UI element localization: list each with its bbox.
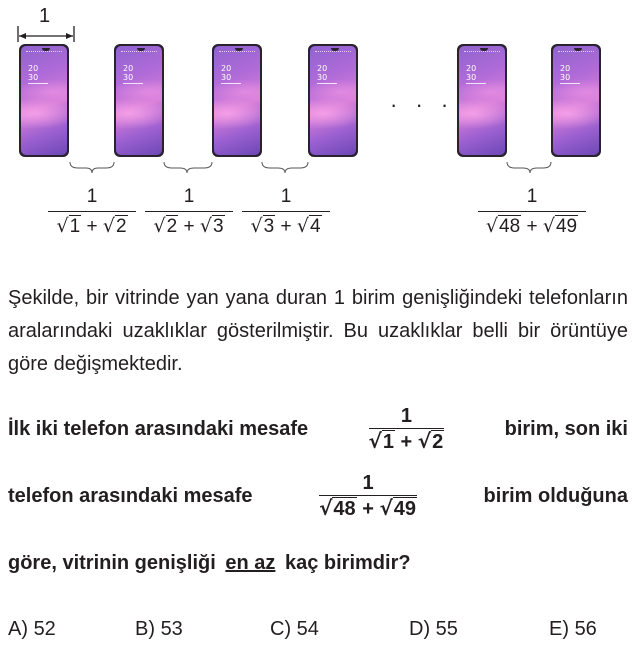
question-line-1: İlk iki telefon arasındaki mesafe $\frac{1}{√1 + √2}$ birim, son iki <box>8 404 628 454</box>
phone-3: 20 30 <box>212 44 262 157</box>
gap-fraction-3: 1 √3 + √4 <box>242 186 330 238</box>
gap-braces <box>0 160 637 180</box>
ellipsis: · · · <box>390 92 455 117</box>
first-gap-fraction: $\frac{1}{√1 + √2}$ <box>368 404 444 454</box>
gap-fraction-1: 1 √1 + √2 <box>48 186 136 238</box>
choice-a[interactable]: A) 52 <box>8 618 56 640</box>
answer-choices <box>8 618 608 646</box>
emphasis-en-az: en az <box>225 552 276 574</box>
choice-b[interactable]: B) 53 <box>135 618 183 640</box>
choice-d[interactable]: D) 55 <box>409 618 458 640</box>
choice-e[interactable]: E) 56 <box>549 618 597 640</box>
phone-1: 20 30 <box>19 44 69 157</box>
width-label: 1 <box>39 5 51 27</box>
phone-n: 20 30 <box>551 44 601 157</box>
phones-figure <box>0 0 637 250</box>
choice-c[interactable]: C) 54 <box>270 618 319 640</box>
question-line-3: göre, vitrinin genişliği en az kaç birimdir? <box>8 552 411 574</box>
gap-fraction-2: 1 √2 + √3 <box>145 186 233 238</box>
last-gap-fraction: $\frac{1}{√48 + √49}$ <box>319 471 417 521</box>
question-line-2: telefon arasındaki mesafe $\frac{1}{√48 + √49}$ birim olduğuna <box>8 471 628 521</box>
phone-2: 20 30 <box>114 44 164 157</box>
gap-fraction-last: 1 √48 + √49 <box>478 186 586 238</box>
question-description: Şekilde, bir vitrinde yan yana duran 1 birim genişliğindeki telefonların aralarındaki uzaklıklar gösterilmiştir. Bu uzaklıklar belli bir örüntüye göre değişmektedir. <box>8 287 628 375</box>
phone-4: 20 30 <box>308 44 358 157</box>
phone-n-minus-1: 20 30 <box>457 44 507 157</box>
